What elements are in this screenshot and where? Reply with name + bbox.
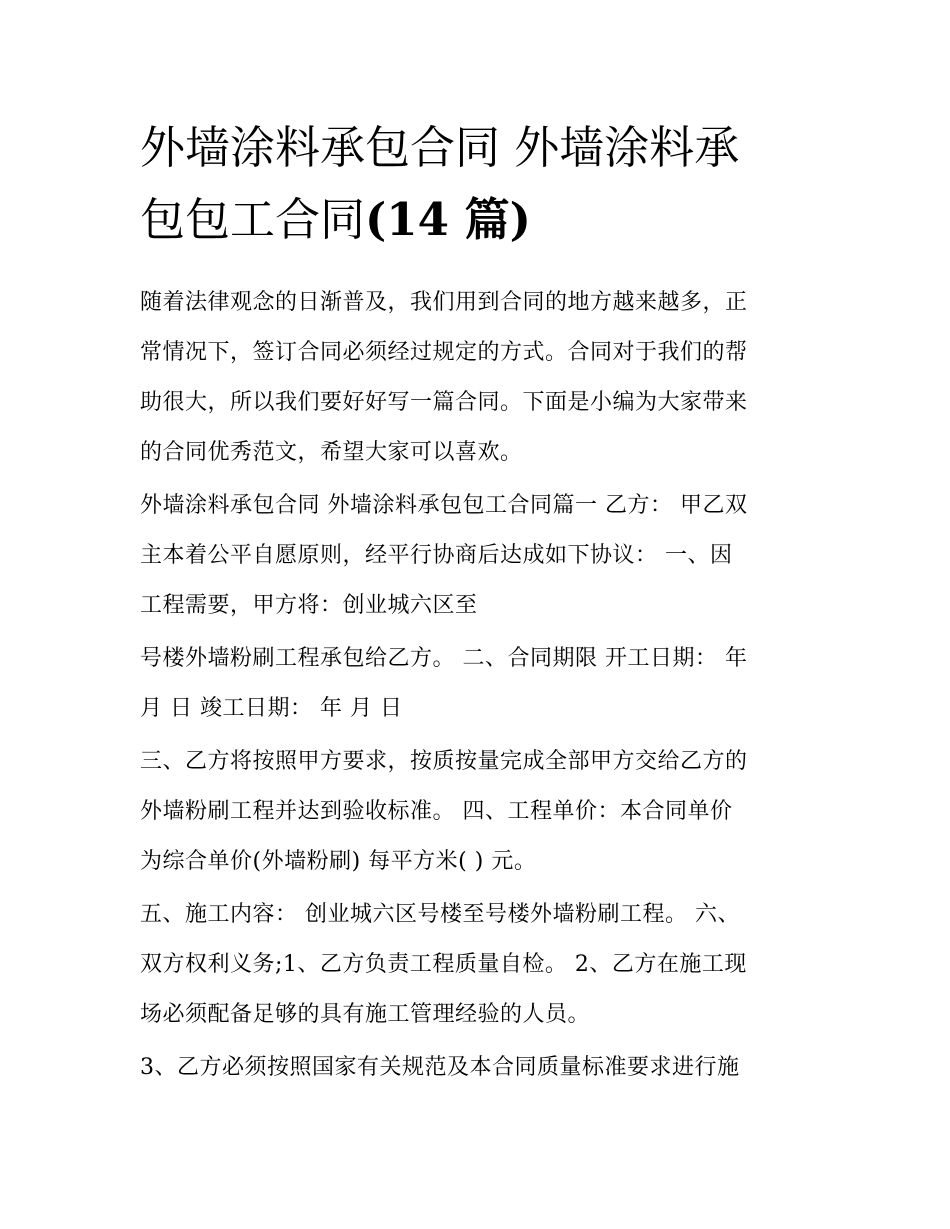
document-body bbox=[140, 278, 812, 1093]
title-count: (14 篇) bbox=[365, 193, 531, 246]
paragraph-scope-rights bbox=[140, 890, 812, 1040]
title-line-2 bbox=[140, 184, 812, 256]
paragraph-line: 三、乙方将按照甲方要求，按质按量完成全部甲方交给乙方的 bbox=[140, 749, 748, 774]
paragraph-line: 3、乙方必须按照国家有关规范及本合同质量标准要求进行施 bbox=[140, 1055, 740, 1080]
paragraph-contract-opening bbox=[140, 481, 812, 631]
paragraph-line: 为综合单价(外墙粉刷) 每平方米( ) 元。 bbox=[140, 849, 537, 874]
paragraph-line: 场必须配备足够的具有施工管理经验的人员。 bbox=[140, 1002, 591, 1027]
paragraph-line: 随着法律观念的日渐普及，我们用到合同的地方越来越多，正 bbox=[140, 290, 748, 315]
paragraph-line: 助很大，所以我们要好好写一篇合同。下面是小编为大家带来 bbox=[140, 390, 748, 415]
paragraph-standards bbox=[140, 1043, 812, 1093]
paragraph-line: 主本着公平自愿原则，经平行协商后达成如下协议： 一、因 bbox=[140, 543, 733, 568]
title-line-1: 外墙涂料承包合同 外墙涂料承 bbox=[140, 121, 740, 174]
paragraph-intro bbox=[140, 278, 812, 478]
paragraph-line: 外墙粉刷工程并达到验收标准。 四、工程单价：本合同单价 bbox=[140, 799, 733, 824]
paragraph-line: 工程需要，甲方将：创业城六区至 bbox=[140, 593, 478, 618]
document-content bbox=[140, 112, 812, 1096]
paragraph-line: 双方权利义务;1、乙方负责工程质量自检。 2、乙方在施工现 bbox=[140, 952, 747, 977]
paragraph-line: 号楼外墙粉刷工程承包给乙方。 二、合同期限 开工日期： 年 bbox=[140, 646, 748, 671]
title-line-2-prefix: 包包工合同 bbox=[140, 193, 366, 246]
paragraph-requirements-price bbox=[140, 737, 812, 887]
paragraph-line: 的合同优秀范文，希望大家可以喜欢。 bbox=[140, 440, 523, 465]
paragraph-line: 常情况下，签订合同必须经过规定的方式。合同对于我们的帮 bbox=[140, 340, 748, 365]
paragraph-contract-term bbox=[140, 634, 812, 734]
paragraph-line: 外墙涂料承包合同 外墙涂料承包包工合同篇一 乙方： 甲乙双 bbox=[140, 493, 748, 518]
paragraph-line: 五、施工内容： 创业城六区号楼至号楼外墙粉刷工程。 六、 bbox=[140, 902, 740, 927]
document-title bbox=[140, 112, 812, 256]
paragraph-line: 月 日 竣工日期： 年 月 日 bbox=[140, 696, 403, 721]
